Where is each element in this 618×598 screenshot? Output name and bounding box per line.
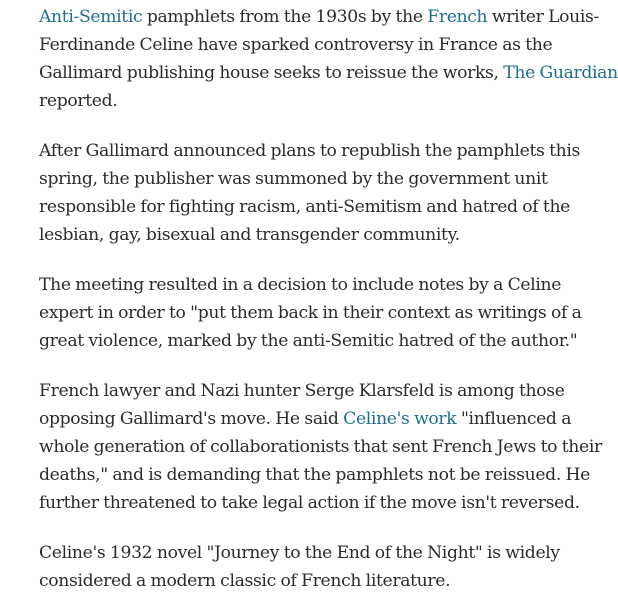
text-line [39, 461, 595, 489]
text-segment: spring, the publisher was summoned by the government unit [39, 169, 548, 189]
article-paragraph [39, 271, 595, 355]
article-paragraph [39, 539, 595, 595]
text-segment: lesbian, gay, bisexual and transgender community. [39, 225, 460, 245]
text-segment: further threatened to take legal action if the move isn't reversed. [39, 493, 580, 513]
text-line [39, 165, 595, 193]
text-segment: whole generation of collaborationists that sent French Jews to their [39, 437, 602, 457]
text-line [39, 59, 618, 87]
article-paragraph [39, 3, 618, 115]
text-segment: After Gallimard announced plans to republish the pamphlets this [39, 141, 581, 161]
article-link[interactable]: The Guardian [503, 63, 618, 83]
text-line [39, 377, 595, 405]
text-segment: considered a modern classic of French literature. [39, 571, 451, 591]
text-line [39, 405, 595, 433]
article-body [39, 3, 618, 595]
text-segment: responsible for fighting racism, anti-Semitism and hatred of the [39, 197, 571, 217]
text-segment: Ferdinande Celine have sparked controversy in France as the [39, 35, 553, 55]
article-link[interactable]: French [427, 7, 488, 27]
text-line [39, 327, 595, 355]
text-line [39, 271, 595, 299]
text-segment: writer Louis- [487, 7, 599, 27]
text-segment: Celine's 1932 novel "Journey to the End of the Night" is widely [39, 543, 560, 563]
text-line [39, 299, 595, 327]
text-line [39, 433, 602, 461]
text-line [39, 489, 595, 517]
text-line [39, 3, 599, 31]
text-line [39, 31, 595, 59]
text-segment: deaths," and is demanding that the pamphlets not be reissued. He [39, 465, 591, 485]
article-paragraph [39, 137, 595, 249]
text-segment: expert in order to "put them back in their context as writings of a [39, 303, 582, 323]
text-segment: The meeting resulted in a decision to include notes by a Celine [39, 275, 562, 295]
text-segment: opposing Gallimard's move. He said [39, 409, 344, 429]
text-line [39, 221, 595, 249]
text-segment: "influenced a [456, 409, 572, 429]
text-line [39, 87, 595, 115]
article-paragraph [39, 377, 602, 517]
article-link[interactable]: Anti-Semitic [39, 7, 143, 27]
text-segment: Gallimard publishing house seeks to reissue the works, [39, 63, 504, 83]
text-line [39, 193, 595, 221]
text-line [39, 539, 595, 567]
text-segment: French lawyer and Nazi hunter Serge Klarsfeld is among those [39, 381, 565, 401]
text-segment: great violence, marked by the anti-Semitic hatred of the author." [39, 331, 578, 351]
text-segment: pamphlets from the 1930s by the [142, 7, 428, 27]
text-line [39, 567, 595, 595]
article-link[interactable]: Celine's work [343, 409, 457, 429]
text-segment: reported. [39, 91, 118, 111]
text-line [39, 137, 595, 165]
